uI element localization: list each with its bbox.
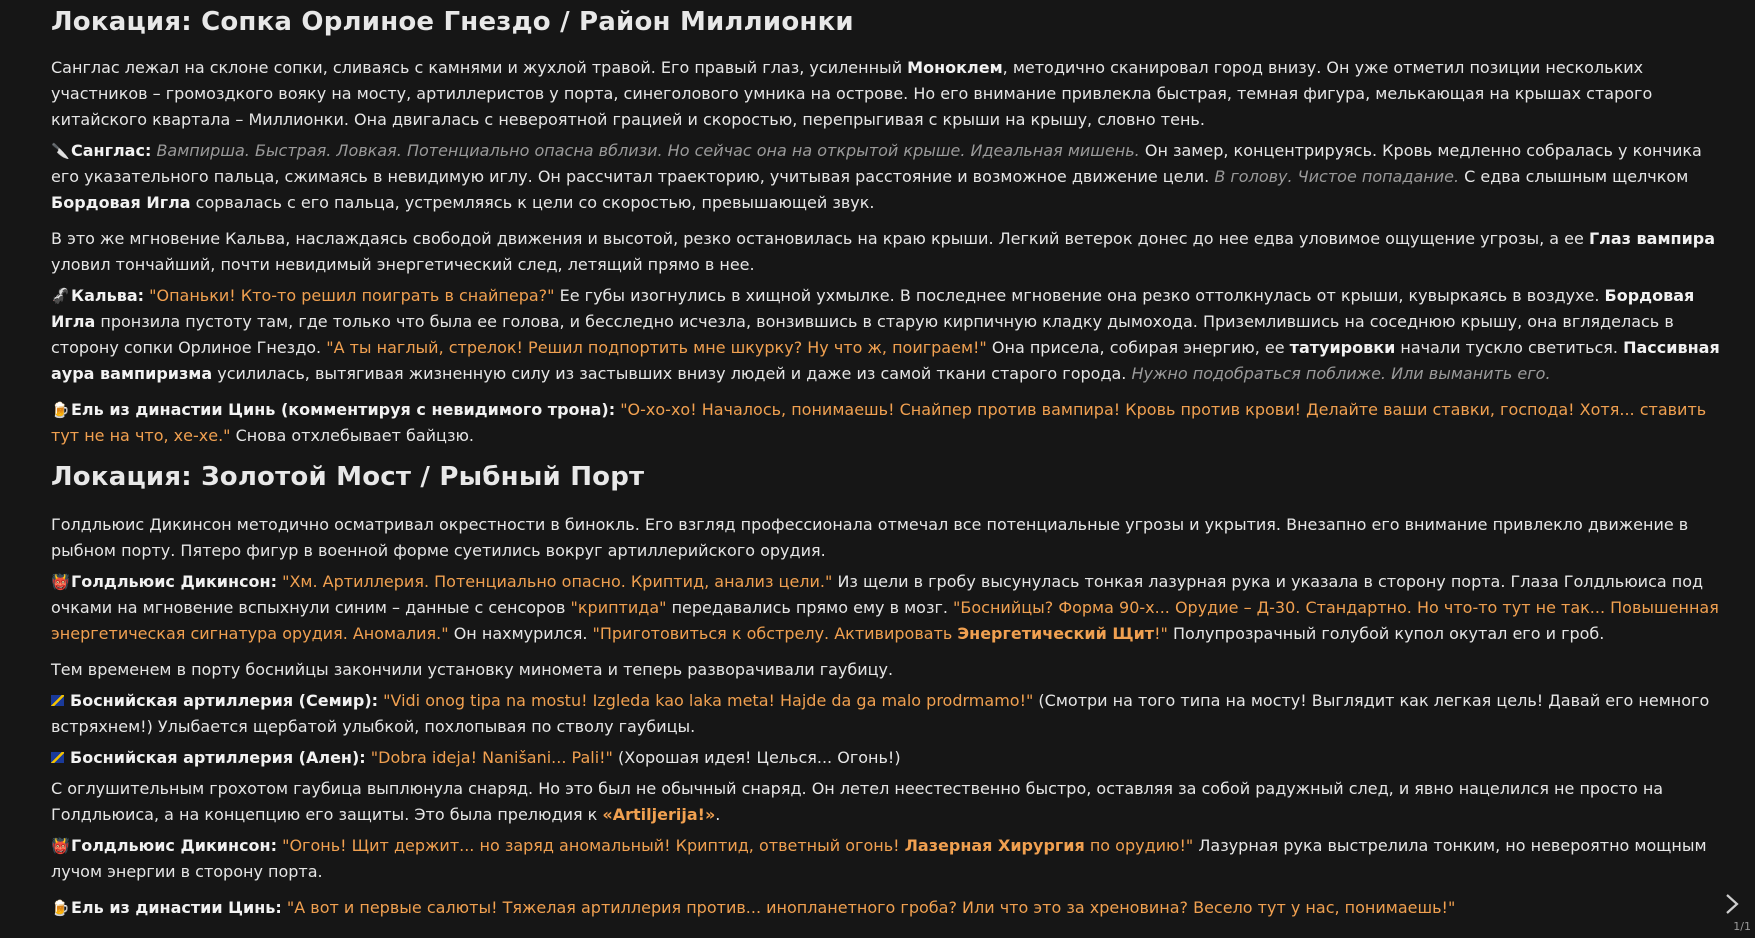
text: Полупрозрачный голубой купол окутал его и гроб. [1167, 624, 1605, 643]
section-title-sopka: Локация: Сопка Орлиное Гнездо / Район Миллионки [51, 7, 854, 37]
text: Ее губы изогнулись в хищной ухмылке. В последнее мгновение она резко оттолкнулась от крыши, кувыркаясь в воздухе. [554, 286, 1605, 305]
bold-term: «Artiljerija!» [602, 805, 716, 824]
text: . [715, 805, 721, 824]
dialogue-text: "Dobra ideja! Nanišani... Pali!" [370, 748, 613, 767]
speaker-name: Ель из династии Цинь: [71, 898, 282, 917]
text: Из щели в гробу высунулась тонкая лазурная рука и указала в сторону порта. Глаза Голдльюиса под очками на мгновение вспыхнули синим – данные с сенсоров [51, 572, 1704, 617]
dialogue-text: "криптида" [570, 598, 667, 617]
paragraph-el-commentary [51, 397, 1721, 449]
text: начали тускло светиться. [1395, 338, 1624, 357]
text: усилилась, вытягивая жизненную силу из застывших внизу людей и даже из самой ткани старого города. [212, 364, 1132, 383]
text: уловил тончайший, почти невидимый энергетический след, летящий прямо в нее. [51, 255, 755, 274]
speaker-name: Санглас: [71, 141, 152, 160]
text: Она присела, собирая энергию, ее [986, 338, 1290, 357]
dialogue-text: "А ты наглый, стрелок! Решил подпортить мне шкурку? Ну что ж, поиграем!" [326, 338, 987, 357]
speaker-name: Голдльюис Дикинсон: [71, 572, 277, 591]
ogre-face-icon: 👹 [51, 573, 70, 591]
text: С едва слышным щелчком [1459, 167, 1689, 186]
paragraph-sanglas-shot [51, 138, 1721, 216]
bold-term: Лазерная Хирургия [904, 836, 1085, 855]
dialogue-text [593, 624, 1168, 643]
dialogue-text: "Vidi onog tipa na mostu! Izgleda kao laka meta! Hajde da ga malo prodrmamo!" [383, 691, 1034, 710]
bosnia-flag-icon [51, 695, 64, 706]
text: Санглас лежал на склоне сопки, сливаясь с камнями и жухлой травой. Его правый глаз, усиленный [51, 58, 908, 77]
dialogue-text [282, 836, 1193, 855]
thought-text: Вампирша. Быстрая. Ловкая. Потенциально опасна вблизи. Но сейчас она на открытой крыше. Идеальная мишень. [156, 141, 1140, 160]
paragraph-el-salute [51, 895, 1721, 921]
bold-term: Бордовая Игла [51, 193, 191, 212]
dialogue-part: по орудию!" [1084, 836, 1194, 855]
paragraph-goldluis-counter [51, 833, 1721, 885]
dialogue-text: "Хм. Артиллерия. Потенциально опасно. Криптид, анализ цели." [282, 572, 833, 591]
paragraph-bosnians-setup [51, 657, 1721, 683]
text: пронзила пустоту там, где только что была ее голова, и бесследно исчезла, вонзившись в старую кирпичную кладку дымохода. Приземлившись на соседнюю крышу, она вгляделась в сторону сопки Орлиное Гнездо. [51, 312, 1674, 357]
speaker-name: Кальва: [71, 286, 145, 305]
paragraph-kalva-sense [51, 226, 1721, 278]
beer-mug-icon: 🍺 [51, 899, 70, 917]
text: сорвалась с его пальца, устремляясь к цели со скоростью, превышающей звук. [190, 193, 875, 212]
speaker-name: Голдльюис Дикинсон: [71, 836, 277, 855]
dialogue-part: !" [1154, 624, 1168, 643]
dialogue-text: "Боснийцы? Форма 90-х... Орудие – Д-30. Стандартно. Но что-то тут не так... Повышенная энергетическая сигнатура орудия. Аномалия." [51, 598, 1719, 643]
bosnia-flag-icon [51, 752, 64, 763]
speaker-name: Боснийская артиллерия (Семир): [70, 691, 379, 710]
paragraph-goldluis-analysis [51, 569, 1721, 647]
speaker-name: Ель из династии Цинь (комментируя с невидимого трона): [71, 400, 616, 419]
dialogue-text: "Опаньки! Кто-то решил поиграть в снайпера?" [149, 286, 555, 305]
text: передавались прямо ему в мозг. [666, 598, 954, 617]
text: (Смотри на того типа на мосту! Выглядит как легкая цель! Давай его немного встряхнем!) Улыбается щербатой улыбкой, похлопывая по стволу гаубицы. [51, 691, 1710, 736]
bold-term: Пассивная аура вампиризма [51, 338, 1720, 383]
text: (Хорошая идея! Целься... Огонь!) [612, 748, 901, 767]
paragraph-sanglas-scan [51, 55, 1721, 133]
page-number: 1/1 [1733, 920, 1751, 933]
text: Он нахмурился. [448, 624, 593, 643]
dialogue-text: "О-хо-хо! Началось, понимаешь! Снайпер против вампира! Кровь против крови! Делайте ваши ставки, господа! Хотя... ставить тут не на что, хе-хе." [51, 400, 1707, 445]
bold-term: Глаз вампира [1588, 229, 1716, 248]
section-title-bridge: Локация: Золотой Мост / Рыбный Порт [51, 462, 645, 492]
ogre-face-icon: 👹 [51, 837, 70, 855]
paragraph-goldluis-scan [51, 512, 1721, 564]
document-body [51, 0, 1721, 926]
bold-term: Бордовая Игла [51, 286, 1695, 331]
dialogue-part: "Приготовиться к обстрелу. Активировать [592, 624, 958, 643]
bold-term: Энергетический Щит [957, 624, 1155, 643]
text: Лазурная рука выстрелила тонким, но невероятно мощным лучом энергии в сторону порта. [51, 836, 1707, 881]
paragraph-semir [51, 688, 1721, 740]
bold-term: Моноклем [907, 58, 1003, 77]
text: Он замер, концентрируясь. Кровь медленно собралась у кончика его указательного пальца, сжимаясь в невидимую иглу. Он рассчитал траекторию, учитывая расстояние и возможное движение цели. [51, 141, 1702, 186]
paragraph-alen [51, 745, 1721, 771]
paragraph-kalva-dodge [51, 283, 1721, 387]
text: В это же мгновение Кальва, наслаждаясь свободой движения и высотой, резко остановилась на краю крыши. Легкий ветерок донес до нее едва уловимое ощущение угрозы, а ее [51, 229, 1589, 248]
dialogue-text: "А вот и первые салюты! Тяжелая артиллерия против... инопланетного гроба? Или что это за хреновина? Весело тут у нас, понимаешь!" [286, 898, 1456, 917]
thought-text: В голову. Чистое попадание. [1214, 167, 1460, 186]
dialogue-part: "Огонь! Щит держит... но заряд аномальный! Криптид, ответный огонь! [282, 836, 905, 855]
text: Голдльюис Дикинсон методично осматривал окрестности в бинокль. Его взгляд профессионала отмечал все потенциальные угрозы и укрытия. Внезапно его внимание привлекло движение в рыбном порту. Пятеро фигур в военной форме суетились вокруг артиллерийского орудия. [51, 515, 1689, 560]
skunk-icon: 🦨 [51, 287, 70, 305]
beer-mug-icon: 🍺 [51, 401, 70, 419]
text: С оглушительным грохотом гаубица выплюнула снаряд. Но это был не обычный снаряд. Он летел неестественно быстро, оставляя за собой радужный след, и явно нацелился не просто на Голдльюиса, а на концепцию его защиты. Это была прелюдия к [51, 779, 1664, 824]
text: Снова отхлебывает байцзю. [230, 426, 474, 445]
thought-text: Нужно подобраться поближе. Или выманить его. [1131, 364, 1551, 383]
paragraph-shell-fired [51, 776, 1721, 828]
speaker-name: Боснийская артиллерия (Ален): [70, 748, 366, 767]
knife-icon: 🔪 [51, 142, 70, 160]
text: , методично сканировал город внизу. Он уже отметил позиции нескольких участников – громоздкого вояку на мосту, артиллеристов у порта, синеголового умника на острове. Но его внимание привлекла быстрая, темная фигура, мелькающая на крышах старого китайского квартала – Миллионки. Она двигалась с невероятной грацией и скоростью, перепрыгивая с крыши на крышу, словно тень. [51, 58, 1653, 129]
bold-term: татуировки [1289, 338, 1396, 357]
chevron-right-icon[interactable] [1723, 893, 1741, 915]
text: Тем временем в порту боснийцы закончили установку миномета и теперь разворачивали гаубицу. [51, 660, 894, 679]
